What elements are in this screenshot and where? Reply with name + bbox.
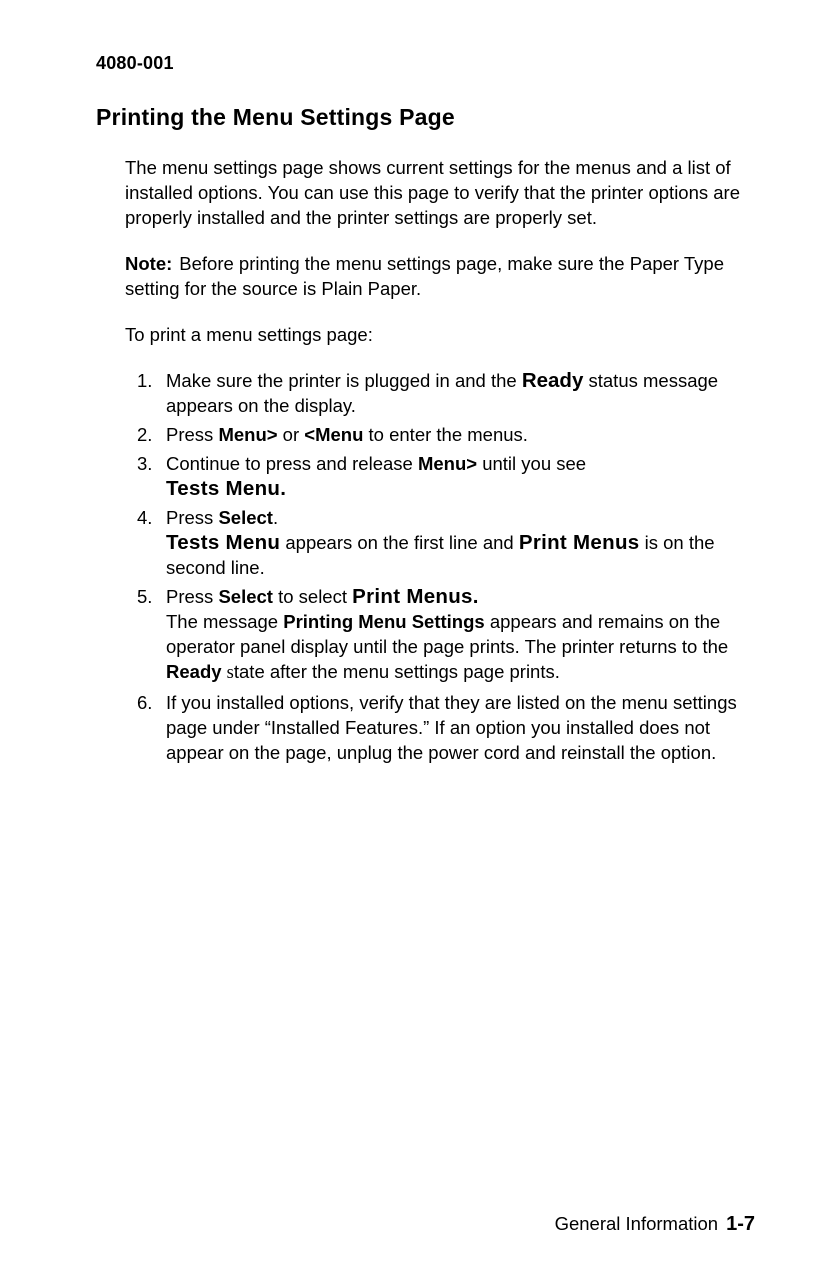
section-body xyxy=(125,155,765,769)
step-4 xyxy=(125,505,765,580)
step-text: . xyxy=(272,507,279,528)
step-2 xyxy=(125,422,765,447)
page-footer xyxy=(555,1213,755,1236)
procedure-steps xyxy=(125,368,765,765)
step-text: to select xyxy=(272,586,353,607)
step-number: 3. xyxy=(137,453,153,474)
step-text: or xyxy=(277,424,305,445)
select-button-label: Select xyxy=(218,507,273,528)
step-text: is on the second line. xyxy=(166,532,715,578)
step-text: s xyxy=(226,663,234,683)
step-number: 4. xyxy=(137,507,153,528)
step-number: 5. xyxy=(137,586,153,607)
status-message-printing-menu-settings: Printing Menu Settings xyxy=(283,611,485,632)
step-text: Press xyxy=(166,507,219,528)
ready-keyword: Ready xyxy=(166,661,222,682)
step-text: The message xyxy=(166,611,284,632)
step-3 xyxy=(125,451,765,501)
section-title: Printing the Menu Settings Page xyxy=(96,104,455,130)
step-6 xyxy=(125,690,765,765)
step-number: 1. xyxy=(137,370,153,391)
footer-section-name: General Information xyxy=(554,1213,719,1234)
step-text: appears and remains on the operator panel display until the page prints. The printer returns to the xyxy=(166,611,729,657)
note-label: Note: xyxy=(125,253,173,274)
step-text: status message appears on the display. xyxy=(166,370,719,416)
step-text: to enter the menus. xyxy=(363,424,528,445)
select-button-label: Select xyxy=(218,586,273,607)
display-message-print-menus: Print Menus. xyxy=(352,585,479,608)
step-text: Continue to press and release xyxy=(166,453,418,474)
step-text: appears on the first line and xyxy=(280,532,519,553)
step-5 xyxy=(125,584,765,686)
menu-right-button-label: Menu> xyxy=(218,424,278,445)
step-number: 2. xyxy=(137,424,153,445)
step-text: Make sure the printer is plugged in and the xyxy=(166,370,522,391)
display-message-tests-menu: Tests Menu. xyxy=(166,477,287,500)
display-message-print-menus: Print Menus xyxy=(518,531,640,554)
procedure-lead: To print a menu settings page: xyxy=(125,324,373,345)
step-text: Press xyxy=(166,586,219,607)
intro-paragraph: The menu settings page shows current settings for the menus and a list of installed options. You can use this page to verify that the printer options are properly installed and the printer settings are properly set. xyxy=(125,157,741,228)
step-text: If you installed options, verify that they are listed on the menu settings page under “Installed Features.” If an option you installed does not appear on the page, unplug the power cord and reinstall the option. xyxy=(166,692,737,763)
step-1 xyxy=(125,368,765,418)
page-number: 1-7 xyxy=(726,1213,755,1235)
note-text: Before printing the menu settings page, make sure the Paper Type setting for the source is Plain Paper. xyxy=(125,253,724,299)
menu-left-button-label: <Menu xyxy=(304,424,364,445)
step-text: tate after the menu settings page prints. xyxy=(233,661,560,682)
step-text: Press xyxy=(166,424,219,445)
note-paragraph xyxy=(125,251,765,301)
step-text: until you see xyxy=(477,453,587,474)
ready-keyword: Ready xyxy=(521,369,584,392)
document-number: 4080-001 xyxy=(96,53,174,73)
display-message-tests-menu: Tests Menu xyxy=(166,531,281,554)
menu-right-button-label: Menu> xyxy=(417,453,478,474)
step-number: 6. xyxy=(137,692,153,713)
